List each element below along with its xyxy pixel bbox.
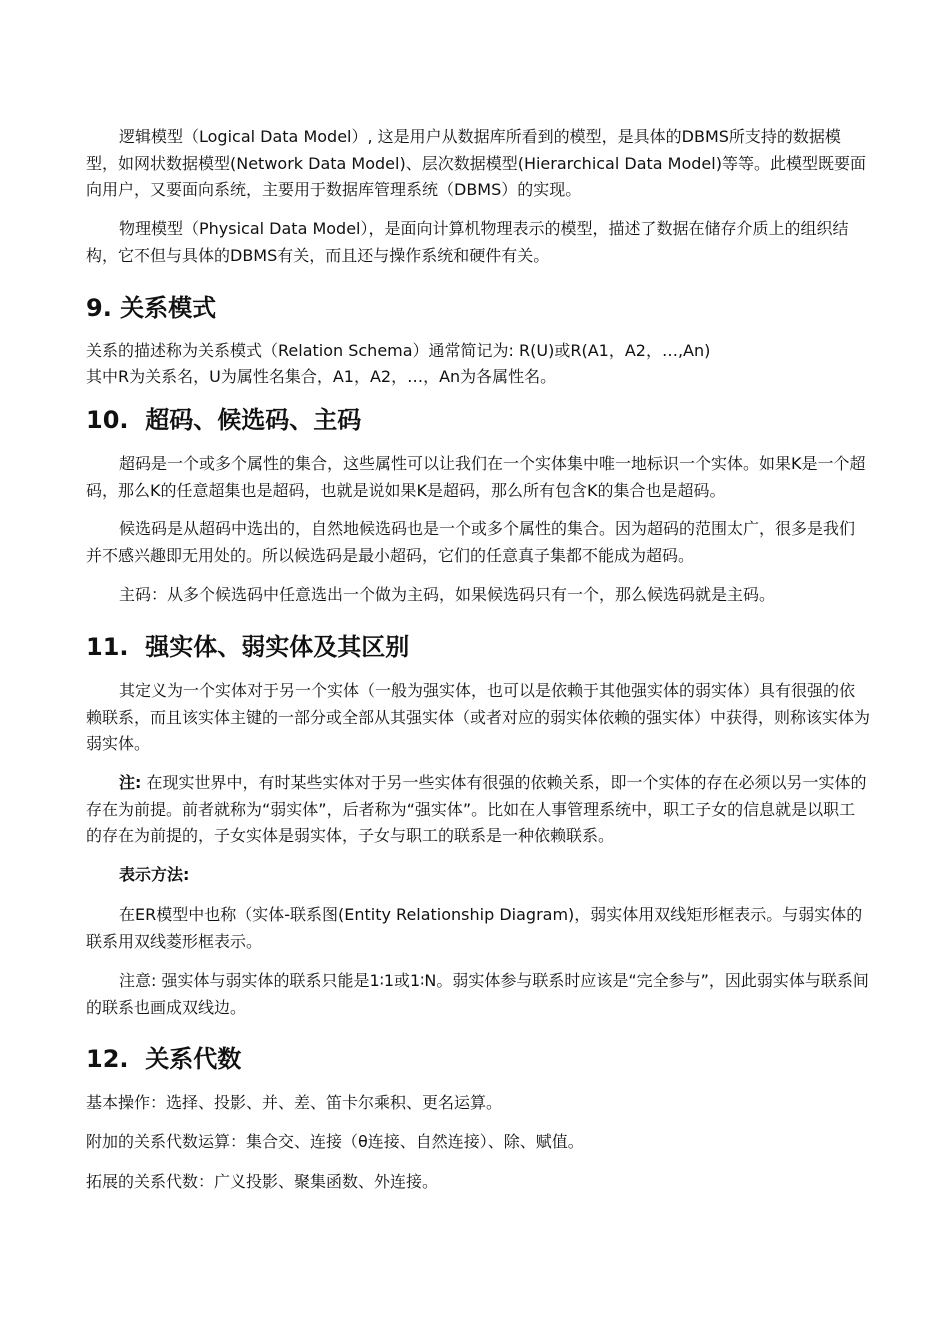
paragraph-schema-line-2: 其中R为关系名，U为属性名集合，A1，A2，…，An为各属性名。 xyxy=(86,367,557,386)
paragraph-additional-operations: 附加的关系代数运算：集合交、连接（θ连接、自然连接）、除、赋值。 xyxy=(86,1132,584,1151)
paragraph-logical-model: 逻辑模型（Logical Data Model）, 这是用户从数据库所看到的模型，是具体的DBMS所支持的数据模型，如网状数据模型(Network Data Model)、层次数据模型(Hierarchical Data Model)等等。此模型既要面向用户，又要面向系统，主要用于数据库管理系统（DBMS）的实现。 xyxy=(86,127,866,199)
paragraph-note xyxy=(86,770,870,850)
heading-keys: 10. 超码、候选码、主码 xyxy=(86,406,362,434)
paragraph-basic-operations: 基本操作：选择、投影、并、差、笛卡尔乘积、更名运算。 xyxy=(86,1093,503,1112)
paragraph-physical-model: 物理模型（Physical Data Model），是面向计算机物理表示的模型，描述了数据在储存介质上的组织结构，它不但与具体的DBMS有关，而且还与操作系统和硬件有关。 xyxy=(86,219,849,265)
paragraph-primary-key: 主码：从多个候选码中任意选出一个做为主码，如果候选码只有一个，那么候选码就是主码。 xyxy=(119,585,776,604)
heading-relational-algebra: 12. 关系代数 xyxy=(86,1045,242,1073)
representation-label xyxy=(86,862,870,889)
note-label: 注: xyxy=(119,773,142,792)
note-text: 在现实世界中，有时某些实体对于另一些实体有很强的依赖关系，即一个实体的存在必须以另一实体的存在为前提。前者就称为“弱实体”，后者称为“强实体”。比如在人事管理系统中，职工子女的信息就是以职工的存在为前提的，子女实体是弱实体，子女与职工的联系是一种依赖联系。 xyxy=(86,773,867,845)
heading-strong-weak-entity: 11. 强实体、弱实体及其区别 xyxy=(86,633,410,661)
heading-relation-schema: 9. 关系模式 xyxy=(86,294,217,322)
paragraph-er-model: 在ER模型中也称（实体-联系图(Entity Relationship Diagram)，弱实体用双线矩形框表示。与弱实体的联系用双线菱形框表示。 xyxy=(86,905,863,951)
paragraph-candidate-key: 候选码是从超码中选出的，自然地候选码也是一个或多个属性的集合。因为超码的范围太广，很多是我们并不感兴趣即无用处的。所以候选码是最小超码，它们的任意真子集都不能成为超码。 xyxy=(86,519,856,565)
paragraph-schema-line-1: 关系的描述称为关系模式（Relation Schema）通常简记为: R(U)或R(A1，A2，…,An) xyxy=(86,341,711,360)
paragraph-extended-operations: 拓展的关系代数：广义投影、聚集函数、外连接。 xyxy=(86,1172,439,1191)
representation-label-text: 表示方法: xyxy=(119,865,190,884)
paragraph-caution: 注意: 强实体与弱实体的联系只能是1∶1或1∶N。弱实体参与联系时应该是“完全参与”，因此弱实体与联系间的联系也画成双线边。 xyxy=(86,971,869,1017)
paragraph-weak-entity-definition: 其定义为一个实体对于另一个实体（一般为强实体，也可以是依赖于其他强实体的弱实体）具有很强的依赖联系，而且该实体主键的一部分或全部从其强实体（或者对应的弱实体依赖的强实体）中获得，则称该实体为弱实体。 xyxy=(86,681,871,753)
paragraph-superkey: 超码是一个或多个属性的集合，这些属性可以让我们在一个实体集中唯一地标识一个实体。如果K是一个超码，那么K的任意超集也是超码，也就是说如果K是超码，那么所有包含K的集合也是超码。 xyxy=(86,454,866,500)
